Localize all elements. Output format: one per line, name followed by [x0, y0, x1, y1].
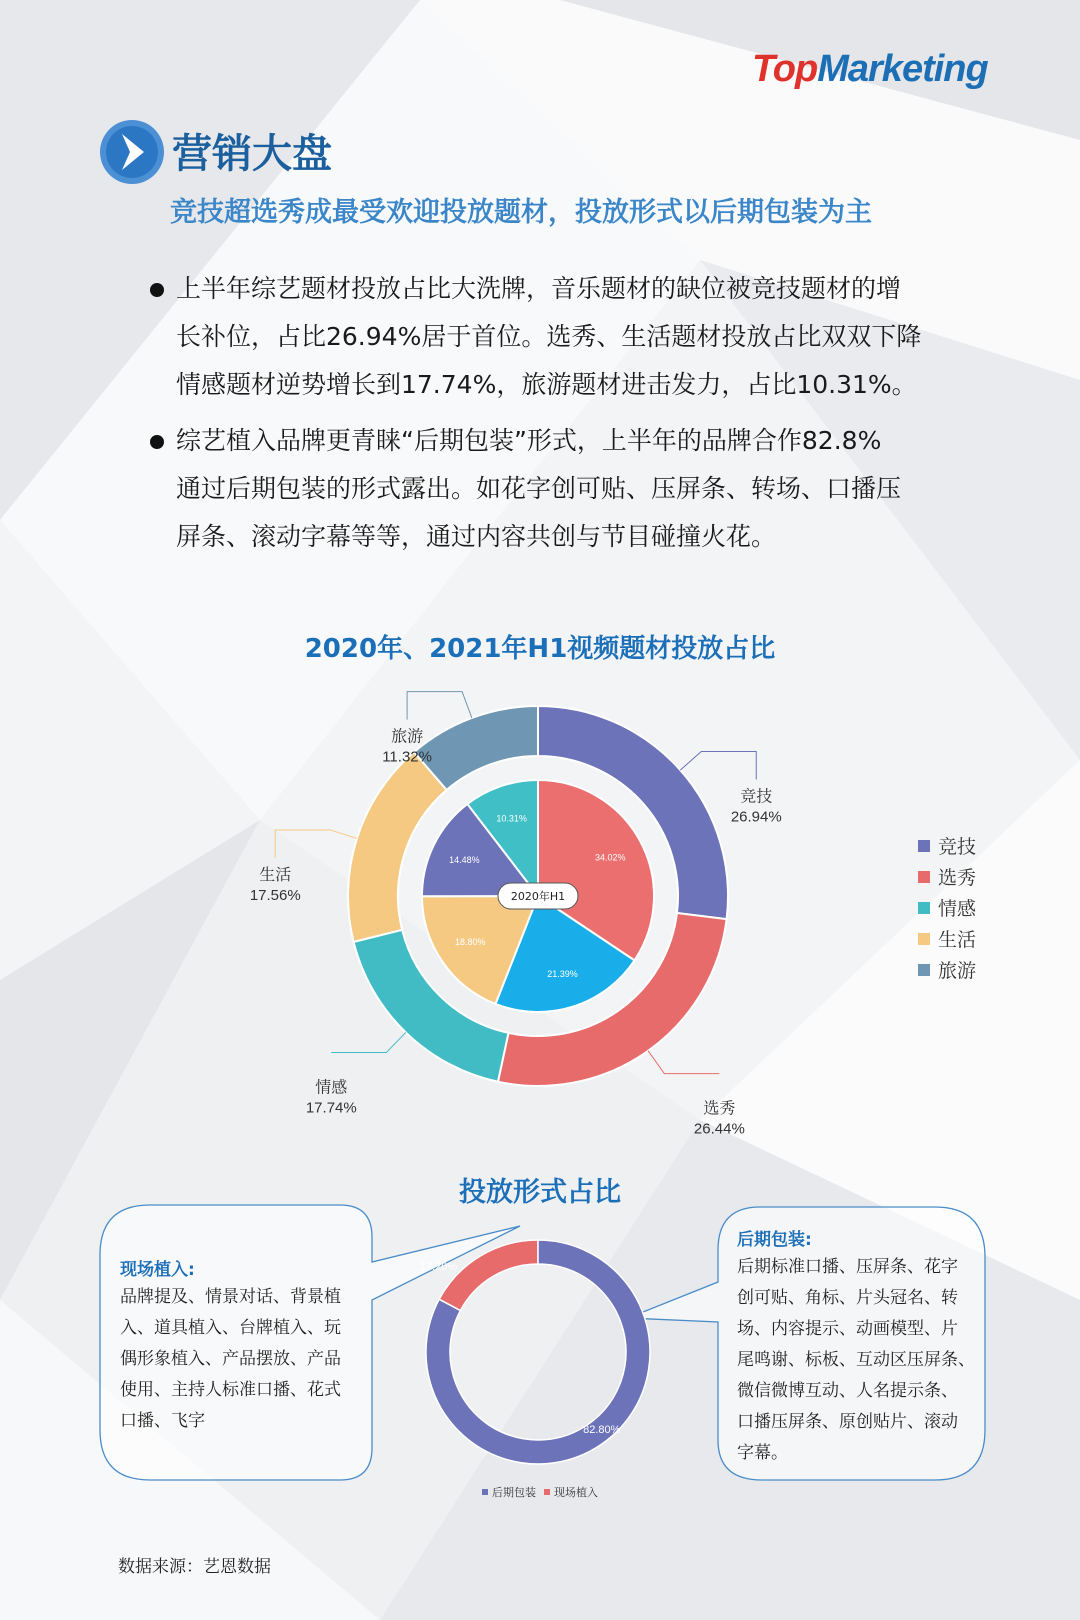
- callout-line: 口播压屏条、原创贴片、滚动: [737, 1412, 958, 1432]
- chart2-legend: [0, 1484, 1080, 1500]
- right-callout: [737, 1225, 977, 1469]
- legend-label: 竞技: [938, 836, 977, 858]
- outer-label-jingji: 竞技: [740, 786, 773, 806]
- chart2-title: 投放形式占比: [459, 1177, 621, 1208]
- inner-data-label: 18.80%: [455, 937, 486, 948]
- callout-line: 字幕。: [737, 1443, 788, 1463]
- outer-label-qinggan: 情感: [315, 1077, 348, 1097]
- legend-label: 后期包装: [492, 1486, 536, 1499]
- donut-label-houqi: 82.80%: [583, 1424, 621, 1437]
- topmarketing-logo: TopMarketing: [752, 48, 988, 90]
- callout-line: 偶形象植入、产品摆放、产品: [120, 1349, 341, 1369]
- bullet-line: 综艺植入品牌更青睐“后期包装”形式，上半年的品牌合作82.8%: [176, 426, 882, 455]
- outer-label-shenghuo: 生活: [259, 864, 292, 884]
- outer-value-qinggan: 17.74%: [305, 1099, 357, 1117]
- bullet-line: 通过后期包装的形式露出。如花字创可贴、压屏条、转场、口播压: [176, 474, 902, 503]
- page-title: 营销大盘: [172, 131, 332, 177]
- inner-data-label: 14.48%: [449, 854, 480, 865]
- legend-label: 现场植入: [554, 1486, 598, 1499]
- callout-line: 口播、飞字: [120, 1411, 205, 1431]
- inner-data-label: 10.31%: [496, 813, 527, 824]
- outer-value-xuanxiu: 26.44%: [693, 1120, 745, 1138]
- bullet-line: 屏条、滚动字幕等等，通过内容共创与节目碰撞火花。: [176, 522, 777, 551]
- donut-chart: [400, 1228, 680, 1478]
- callout-line: 场、内容提示、动画模型、片: [737, 1319, 958, 1339]
- donut-slice-xianchang: [439, 1240, 538, 1311]
- data-source: 数据来源：艺恩数据: [118, 1557, 271, 1577]
- outer-value-lvyou: 11.32%: [382, 748, 432, 766]
- legend-label: 选秀: [938, 867, 977, 889]
- callout-line: 使用、主持人标准口播、花式: [120, 1380, 341, 1400]
- callout-line: 创可贴、角标、片头冠名、转: [737, 1288, 958, 1308]
- legend-swatch: [544, 1489, 550, 1495]
- legend-swatch: [482, 1489, 488, 1495]
- inner-data-label: 34.02%: [595, 852, 626, 863]
- outer-label-lvyou: 旅游: [391, 726, 424, 746]
- outer-value-jingji: 26.94%: [730, 808, 782, 826]
- inner-data-label: 21.39%: [547, 969, 578, 980]
- callout-heading: 后期包装:: [737, 1230, 812, 1250]
- legend-label: 旅游: [938, 960, 977, 982]
- callout-heading: 现场植入:: [120, 1260, 195, 1280]
- callout-line: 尾鸣谢、标板、互动区压屏条、: [737, 1350, 975, 1370]
- bullet-line: 情感题材逆势增长到17.74%，旅游题材进击发力，占比10.31%。: [176, 370, 917, 399]
- center-label: 2020年H1: [510, 890, 566, 903]
- callout-line: 后期标准口播、压屏条、花字: [737, 1257, 958, 1277]
- outer-label-xuanxiu: 选秀: [703, 1098, 736, 1118]
- bullet-line: 长补位，占比26.94%居于首位。选秀、生活题材投放占比双双下降: [176, 322, 922, 351]
- legend-label: 生活: [938, 929, 977, 951]
- legend-label: 情感: [938, 898, 977, 920]
- outer-value-shenghuo: 17.56%: [249, 886, 301, 904]
- callout-line: 微信微博互动、人名提示条、: [737, 1381, 958, 1401]
- chart1-title: 2020年、2021年H1视频题材投放占比: [304, 634, 776, 664]
- donut-label-xianchang: 17.20%: [419, 1261, 458, 1274]
- left-callout: [120, 1255, 360, 1437]
- page-subtitle: 竞技超选秀成最受欢迎投放题材，投放形式以后期包装为主: [170, 197, 872, 228]
- legend-item-houqi: [482, 1484, 536, 1500]
- legend-item-xianchang: [544, 1484, 598, 1500]
- bullet-line: 上半年综艺题材投放占比大洗牌，音乐题材的缺位被竞技题材的增: [176, 274, 902, 303]
- callout-line: 入、道具植入、台牌植入、玩: [120, 1318, 341, 1338]
- callout-line: 品牌提及、情景对话、背景植: [120, 1287, 341, 1307]
